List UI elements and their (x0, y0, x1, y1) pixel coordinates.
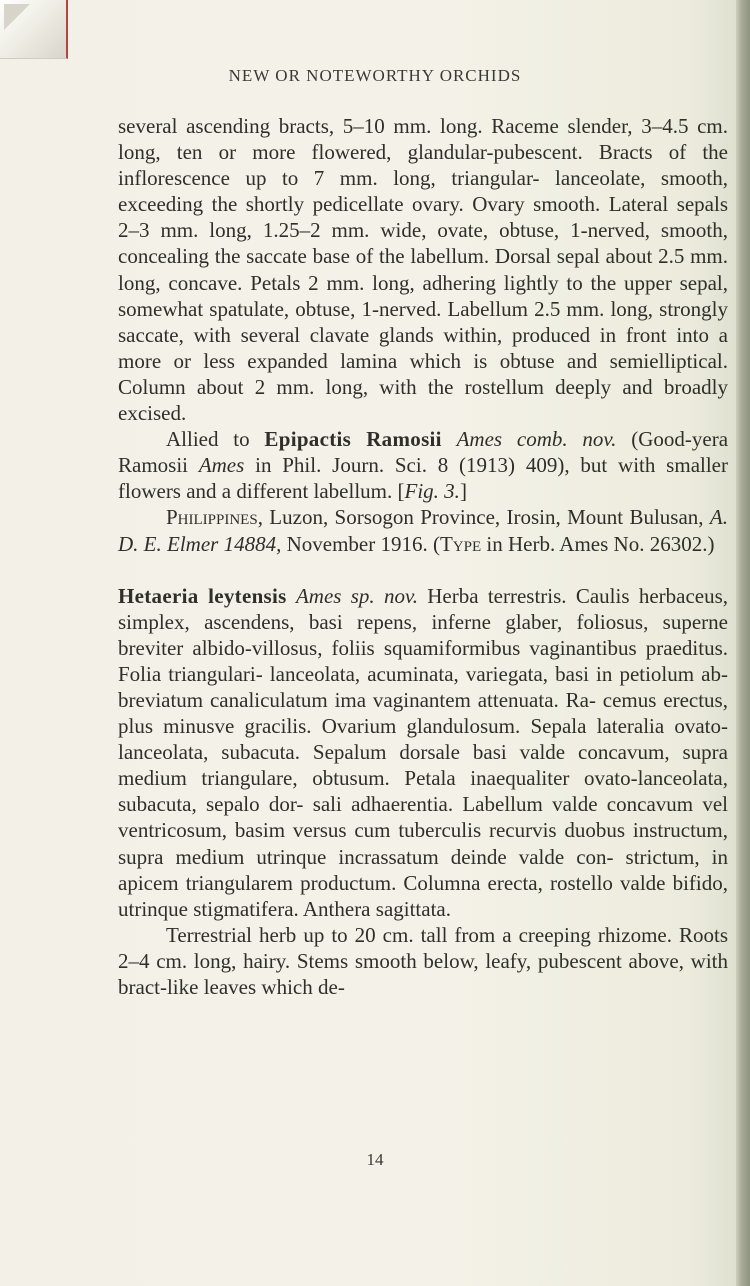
new-species-author-note: Ames sp. nov. (295, 583, 418, 608)
latin-line: Caulis herbaceus, simplex, ascendens, basi repens, inferne (118, 583, 729, 634)
collector: A. D. E. Elmer 14884, (118, 505, 728, 556)
latin-line: Sepala lateralia ovato-lanceolata, subacuta. Sepalum dorsale (118, 714, 729, 765)
description-line: several ascending bracts, 5–10 mm. long. Raceme slender, (118, 114, 633, 138)
latin-line: glaber, foliosus, superne breviter albido-villosus, foliis (118, 609, 728, 660)
english-line: leafy, pubescent above, with bract-like leaves which de- (118, 948, 728, 999)
description-block (118, 113, 728, 426)
new-species-paragraph (118, 583, 728, 922)
latin-line: squamiformibus vaginantibus praeditus. Folia triangulari- (118, 635, 729, 686)
latin-line: lanceolata, acuminata, variegata, basi in petiolum ab- (269, 661, 728, 686)
allied-text: (Good- (616, 427, 692, 452)
latin-line: breviatum canaliculatum ima vaginantem attenuata. Ra- (118, 687, 596, 712)
allied-species-name: Epipactis Ramosii (264, 427, 442, 452)
allied-text: with smaller flowers and a different labellum. [ (118, 453, 728, 504)
corner-fold (4, 4, 30, 30)
locality-text: November 1916. ( (281, 531, 440, 556)
latin-line: basi valde concavum, supra medium triangulare, obtusum. (118, 740, 728, 791)
page-corner-tab (0, 0, 68, 59)
allied-author: Ames (198, 453, 245, 478)
description-line: 2 mm. long, with the rostellum deeply and broadly excised. (118, 374, 729, 426)
type-label: Type (439, 531, 482, 556)
allied-text: in Phil. Journ. Sci. 8 (1913) 409), but (244, 453, 608, 478)
english-line: Terrestrial herb up to 20 cm. tall from a creeping (166, 922, 591, 947)
description-line: lamina which is obtuse and semielliptical. Column about (118, 348, 728, 399)
latin-line: Petala inaequaliter ovato-lanceolata, subacuta, sepalo dor- (118, 766, 728, 817)
description-line: sepal, somewhat spatulate, obtuse, 1-nerved. Labellum (118, 270, 729, 321)
description-line: within, produced in front into a more or less expanded (118, 322, 729, 373)
allied-lead: Allied to (166, 427, 265, 452)
locality-text: in (481, 531, 503, 556)
latin-text: Herba terrestris. (417, 583, 567, 608)
description-line: concave. Petals 2 mm. long, adhering lightly to the upper (168, 270, 672, 295)
description-line: Bracts of the inflorescence up to 7 mm. long, triangular- (118, 140, 729, 191)
running-head: NEW OR NOTEWORTHY ORCHIDS (228, 66, 522, 85)
figure-reference: Fig. 3. (404, 479, 460, 504)
latin-line: sali adhaerentia. Labellum valde concavum vel ventricosum, (118, 792, 728, 843)
description-line: wide, ovate, obtuse, 1-nerved, smooth, concealing the saccate (118, 218, 728, 269)
allied-text: ] (459, 479, 467, 504)
description-line: lanceolate, smooth, exceeding the shortly pedicellate ovary. (118, 166, 729, 217)
description-line: 3–4.5 cm. long, ten or more flowered, glandular-pubescent. (118, 114, 729, 165)
english-line: rhizome. Roots 2–4 cm. long, hairy. Stems smooth below, (118, 922, 729, 973)
body-text (118, 113, 728, 1000)
locality-country: Philippines (166, 505, 258, 530)
latin-line: basim versus cum tuberculis recurvis duobus instructum, (234, 818, 729, 843)
english-description (118, 922, 728, 1000)
latin-line: strictum, in apicem triangularem productum. Columna (118, 844, 728, 895)
description-line: Ovary smooth. Lateral sepals 2–3 mm. long, 1.25–2 mm. (118, 192, 729, 243)
allied-author-note: Ames comb. nov. (456, 427, 617, 452)
page-number: 14 (366, 1150, 384, 1169)
latin-line: supra medium utrinque incrassatum deinde valde con- (118, 844, 614, 869)
description-line: 2.5 mm. long, strongly saccate, with several clavate glands (118, 296, 729, 347)
latin-line: sagittata. (375, 896, 451, 921)
description-line: base of the labellum. Dorsal sepal about 2.5 mm. long, (118, 244, 729, 295)
locality-text: , Luzon, Sorsogon Province, Irosin, Mount (257, 505, 624, 530)
allied-text: yera Ramosii (118, 427, 729, 478)
locality-text: Herb. Ames No. 26302.) (507, 531, 715, 556)
book-spine-shadow (736, 0, 750, 1286)
latin-line: erecta, rostello valde bifido, utrinque stigmatifera. Anthera (118, 870, 728, 921)
locality-paragraph (118, 504, 728, 556)
latin-line: cemus erectus, plus minusve gracilis. Ovarium glandulosum. (118, 687, 728, 739)
allied-paragraph (118, 426, 728, 504)
new-species-name: Hetaeria leytensis (118, 583, 287, 608)
locality-text: Bulusan, (629, 505, 710, 530)
